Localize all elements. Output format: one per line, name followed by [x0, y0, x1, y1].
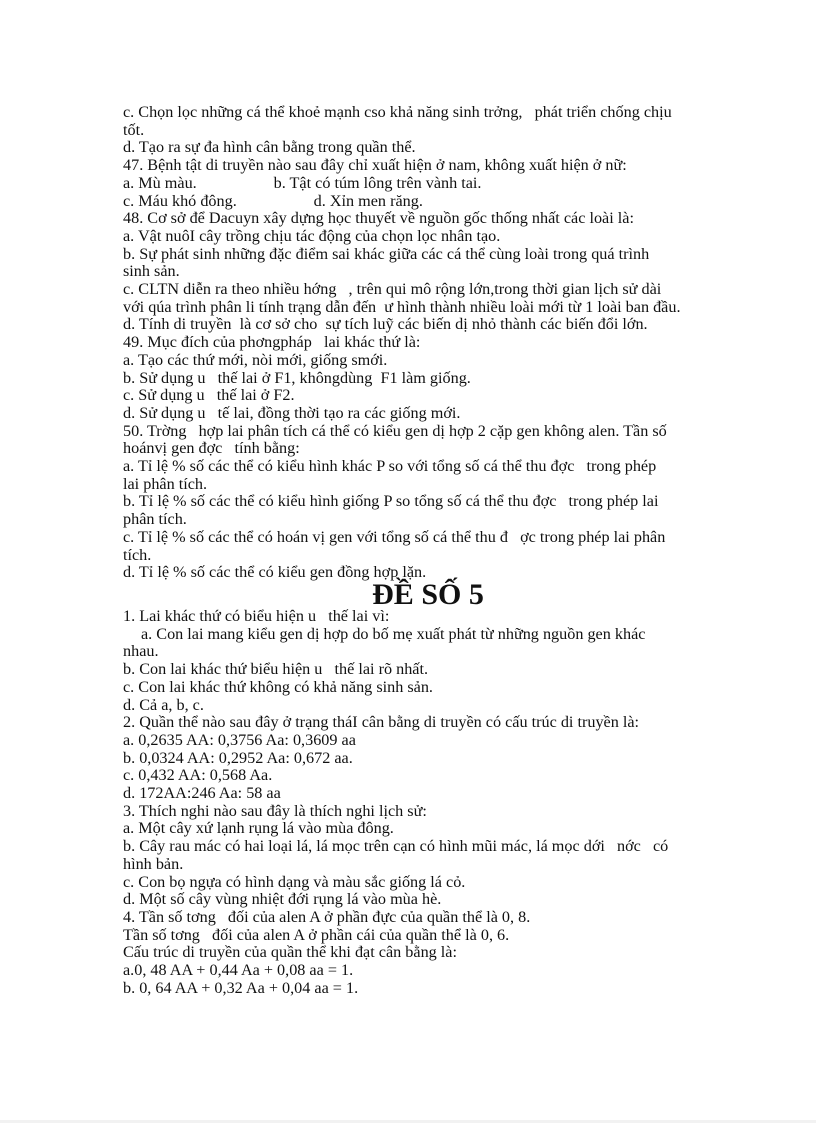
text-line: nhau. [123, 642, 159, 661]
text-line: a. Con lai mang kiểu gen dị hợp do bố mẹ xuất phát từ những nguồn gen khác [141, 624, 646, 643]
text-line: tốt. [123, 120, 145, 139]
text-line: sinh sản. [123, 262, 180, 281]
text-line: phân tích. [123, 510, 187, 529]
question-49: 49. Mục đích của phơngpháp lai khác thứ là: [123, 333, 421, 352]
text-line: c. Sử dụng u thế lai ở F2. [123, 386, 295, 405]
text-line: c. Máu khó đông. d. Xỉn men răng. [123, 191, 423, 210]
text-line: b. Con lai khác thứ biểu hiện u thế lai rõ nhất. [123, 660, 429, 679]
text-line: a.0, 48 AA + 0,44 Aa + 0,08 aa = 1. [123, 961, 354, 980]
text-line: a. Mù màu. b. Tật có túm lông trên vành tai. [123, 173, 482, 192]
text-line: a. Vật nuôI cây trồng chịu tác động của chọn lọc nhân tạo. [123, 226, 501, 245]
text-line: Tần số tơng đối của alen A ở phần cái của quần thể là 0, 6. [123, 925, 510, 944]
text-line: b. Tỉ lệ % số các thể có kiểu hình giống P so tổng số cá thể thu đợc trong phép lai [123, 492, 659, 511]
question-2: 2. Quần thể nào sau đây ở trạng tháI cân bằng di truyền có cấu trúc di truyền là: [123, 713, 640, 732]
text-line: d. Tính di truyền là cơ sở cho sự tích luỹ các biến dị nhỏ thành các biến đổi lớn. [123, 315, 648, 334]
text-line: c. Tỉ lệ % số các thể có hoán vị gen với tổng số cá thể thu đ ợc trong phép lai phân [123, 527, 666, 546]
text-line: c. CLTN diễn ra theo nhiều hớng , trên qui mô rộng lớn,trong thời gian lịch sử dài [123, 280, 662, 299]
question-4: 4. Tần số tơng đối của alen A ở phần đực của quần thể là 0, 8. [123, 907, 531, 926]
text-line: a. Tạo các thứ mới, nòi mới, giống smới. [123, 350, 388, 369]
text-line: b. Sử dụng u thế lai ở F1, khôngdùng F1 làm giống. [123, 368, 471, 387]
question-3: 3. Thích nghi nào sau đây là thích nghi lịch sử: [123, 801, 427, 820]
text-line: b. Cây rau mác có hai loại lá, lá mọc trên cạn có hình mũi mác, lá mọc dới nớc có [123, 837, 669, 856]
question-47: 47. Bệnh tật di truyền nào sau đây chỉ xuất hiện ở nam, không xuất hiện ở nữ: [123, 156, 627, 175]
text-line: a. 0,2635 AA: 0,3756 Aa: 0,3609 aa [123, 730, 356, 749]
text-line: d. Sử dụng u tế lai, đồng thời tạo ra các giống mới. [123, 403, 461, 422]
text-line: Cấu trúc di truyền của quần thể khi đạt cân bằng là: [123, 943, 457, 962]
text-line: b. 0,0324 AA: 0,2952 Aa: 0,672 aa. [123, 748, 353, 767]
text-line: c. Con lai khác thứ không có khả năng sinh sản. [123, 677, 433, 696]
text-line: tích. [123, 545, 152, 564]
text-line: d. Tạo ra sự đa hình cân bằng trong quần thể. [123, 138, 416, 157]
text-line: d. 172AA:246 Aa: 58 aa [123, 784, 281, 803]
question-50: 50. Trờng hợp lai phân tích cá thể có kiểu gen dị hợp 2 cặp gen không alen. Tần số [123, 421, 667, 440]
text-line: c. 0,432 AA: 0,568 Aa. [123, 766, 273, 785]
text-line: c. Con bọ ngựa có hình dạng và màu sắc giống lá cỏ. [123, 872, 466, 891]
text-line: a. Một cây xứ lạnh rụng lá vào mùa đông. [123, 819, 394, 838]
text-line: c. Chọn lọc những cá thể khoẻ mạnh cso khả năng sinh trởng, phát triển chống chịu [123, 103, 672, 121]
text-line: với qúa trình phân li tính trạng dẫn đến ư hình thành nhiều loài mới từ 1 loài ban đầu. [123, 297, 681, 316]
question-1: 1. Lai khác thứ có biểu hiện u thế lai vì: [123, 606, 390, 625]
text-line: d. Một số cây vùng nhiệt đới rụng lá vào mùa hè. [123, 890, 442, 909]
text-line: d. Tỉ lệ % số các thể có kiểu gen đồng hợp lặn. [123, 563, 427, 582]
text-line: b. 0, 64 AA + 0,32 Aa + 0,04 aa = 1. [123, 978, 359, 997]
text-line: hình bản. [123, 854, 184, 873]
document-body [123, 104, 733, 997]
text-line: d. Cả a, b, c. [123, 695, 204, 714]
text-line: a. Tỉ lệ % số các thể có kiểu hình khác P so với tổng số cá thể thu đợc trong phép [123, 457, 657, 476]
text-line: b. Sự phát sinh những đặc điểm sai khác giữa các cá thể cùng loài trong quá trình [123, 244, 650, 263]
question-48: 48. Cơ sở để Dacuyn xây dựng học thuyết về nguồn gốc thống nhất các loài là: [123, 209, 634, 228]
text-line: hoánvị gen đợc tính bằng: [123, 439, 300, 458]
section-title: ĐỀ SỐ 5 [372, 577, 484, 611]
text-line: lai phân tích. [123, 474, 208, 493]
